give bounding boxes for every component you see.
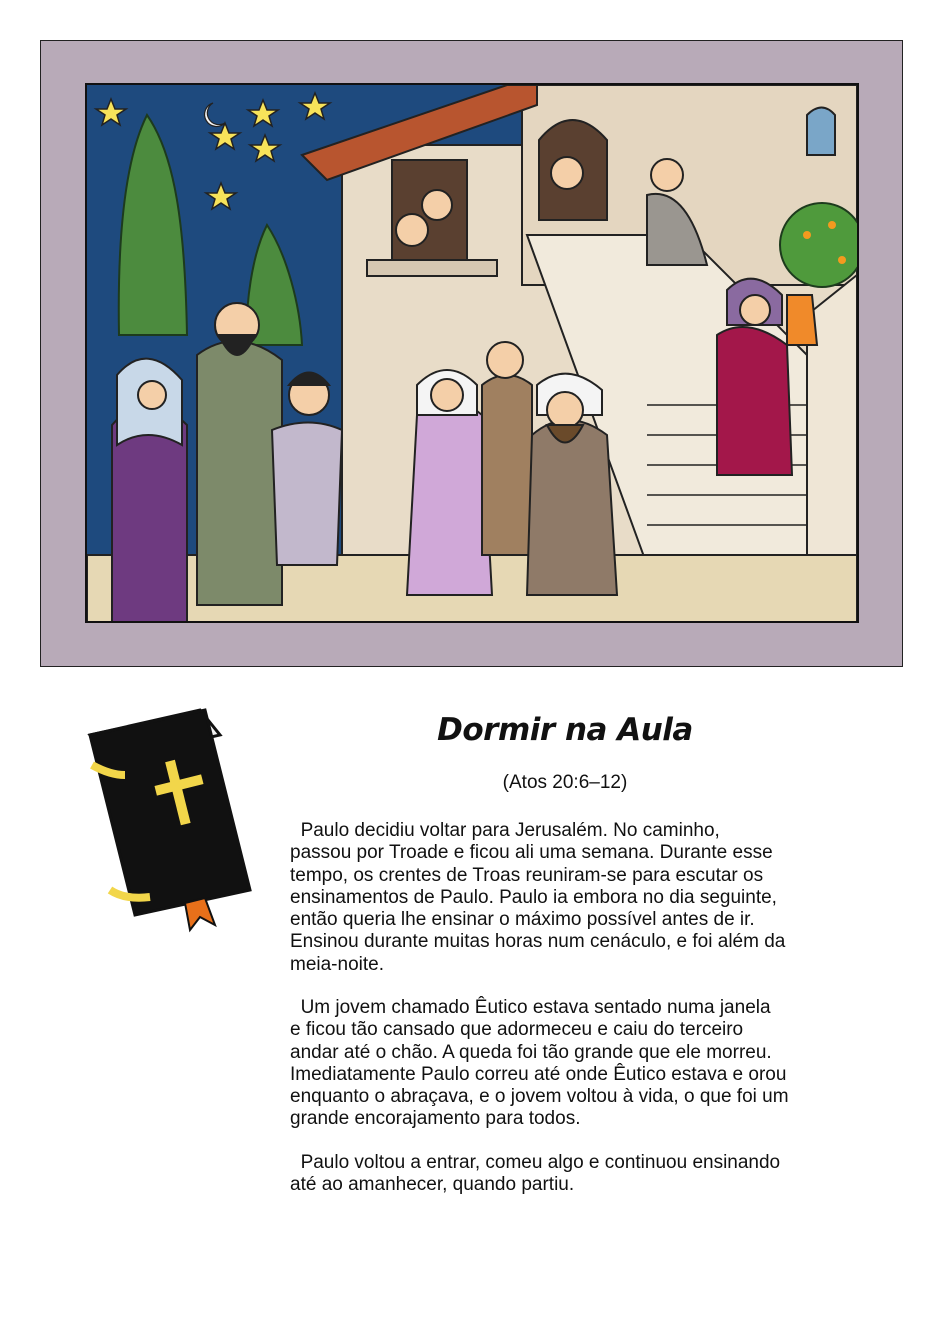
crescent-moon (205, 103, 225, 126)
story-paragraph: Paulo decidiu voltar para Jerusalém. No caminho, passou por Troade e ficou ali uma semana. Durante esse tempo, os crentes de Troas reuniram-se para escutar os ensinamentos de Paulo. Paulo ia embora no dia seguinte, então queria lhe ensinar o máximo possível antes de ir. Ensinou durante muitas horas num cenáculo, e foi além da meia-noite. (290, 820, 786, 975)
scripture-reference: (Atos 20:6–12) (502, 772, 628, 793)
scene-drawing (87, 85, 857, 621)
illustration-frame (40, 40, 903, 667)
illustration-scene (85, 83, 859, 623)
story-paragraph: Paulo voltou a entrar, comeu algo e continuou ensinando até ao amanhecer, quando partiu. (290, 1152, 781, 1196)
story-paragraph: Um jovem chamado Êutico estava sentado numa janela e ficou tão cansado que adormeceu e caiu do terceiro andar até o chão. A queda foi tão grande que ele morreu. Imediatamente Paulo correu até onde Êutico estava e orou enquanto o abraçava, e o jovem voltou à vida, o que foi um grande encorajamento para todos. (290, 997, 789, 1130)
bible-icon (80, 705, 260, 935)
story-title: Dormir na Aula (437, 712, 693, 748)
